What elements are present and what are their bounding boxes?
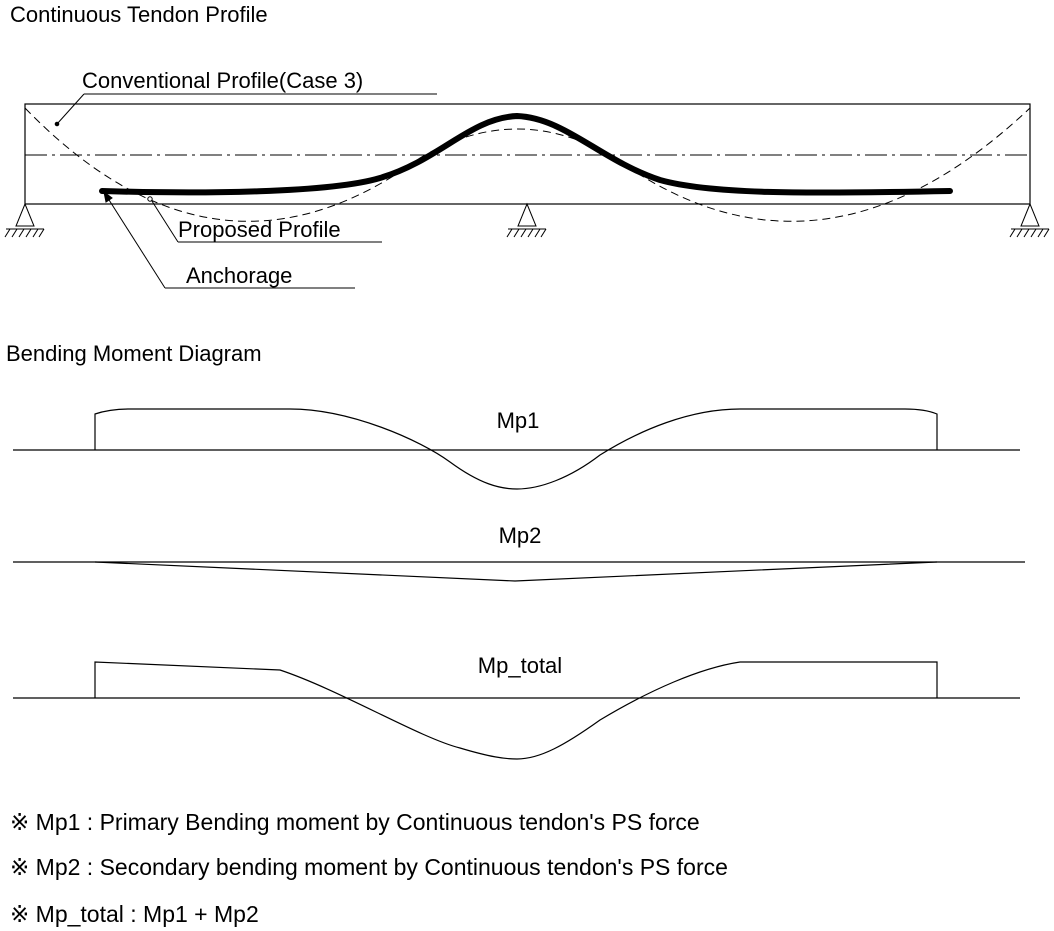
moment-section-title: Bending Moment Diagram [6, 341, 262, 366]
conventional-profile-leader [55, 94, 437, 126]
note-mp2: ※ Mp2 : Secondary bending moment by Continuous tendon's PS force [10, 854, 728, 880]
mp1-label: Mp1 [496, 408, 540, 433]
mp2-diagram [13, 523, 1025, 581]
mp-total-label: Mp_total [477, 653, 563, 678]
mp-total-diagram [13, 653, 1020, 759]
note-mp-total: ※ Mp_total : Mp1 + Mp2 [10, 901, 259, 927]
support-right [1010, 204, 1049, 237]
mp1-diagram [13, 408, 1020, 489]
proposed-profile-label: Proposed Profile [178, 217, 341, 242]
proposed-profile-curve [102, 116, 950, 193]
note-mp1: ※ Mp1 : Primary Bending moment by Continuous tendon's PS force [10, 809, 700, 835]
support-middle [507, 204, 546, 237]
conventional-profile-label: Conventional Profile(Case 3) [82, 68, 364, 93]
anchorage-label: Anchorage [186, 263, 293, 288]
mp2-curve [95, 562, 937, 581]
profile-section-title: Continuous Tendon Profile [10, 2, 268, 27]
mp2-label: Mp2 [498, 523, 542, 548]
support-left [5, 204, 44, 237]
